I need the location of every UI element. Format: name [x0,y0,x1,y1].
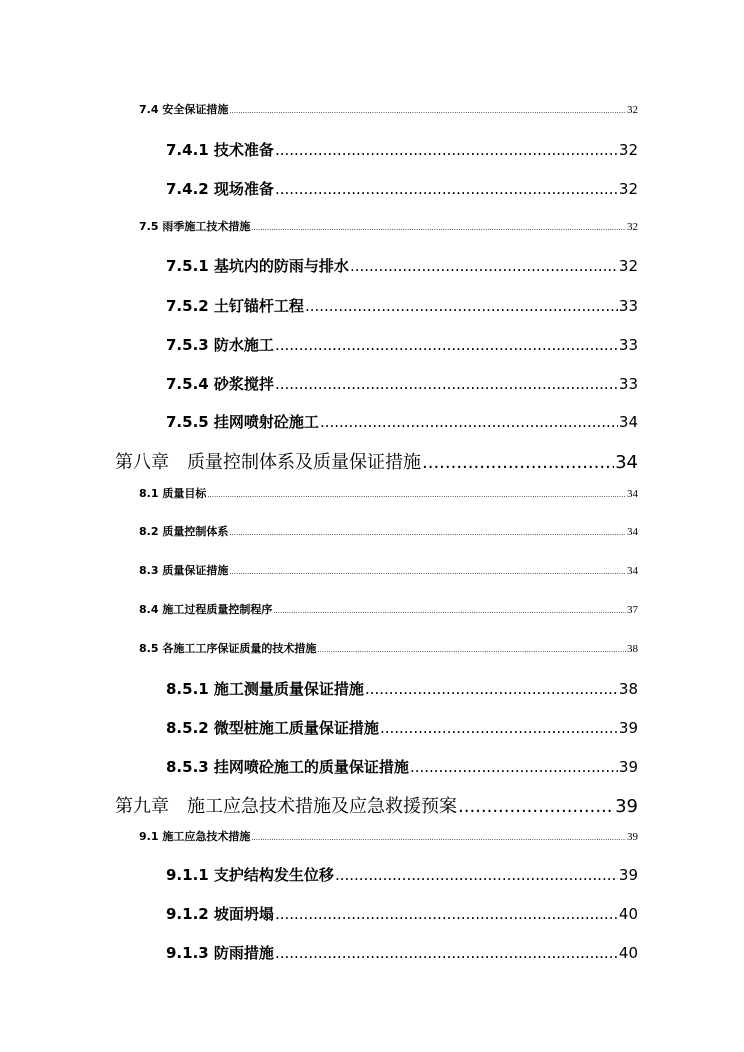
toc-entry[interactable] [166,255,638,276]
toc-page-number: 32 [618,141,638,159]
toc-chapter-number: 第九章 [115,796,169,817]
toc-entry-title: 7.5.5 挂网喷射砼施工 [166,413,319,431]
toc-dot-leader [273,607,626,615]
toc-entry-title: 7.5.1 基坑内的防雨与排水 [166,257,349,275]
toc-page-number: 39 [615,796,638,817]
toc-page-number: 34 [627,526,638,538]
toc-dot-leader [458,796,614,817]
toc-dot-leader [305,297,618,315]
toc-chapter-entry[interactable] [115,448,638,474]
toc-entry[interactable] [139,485,638,501]
toc-page-number: 33 [618,336,638,354]
toc-page-number: 38 [618,680,638,698]
toc-entry[interactable] [166,756,638,777]
toc-entry[interactable] [166,178,638,199]
toc-entry[interactable] [166,678,638,699]
toc-dot-leader [410,758,618,776]
toc-dot-leader [275,944,618,962]
toc-entry[interactable] [139,601,638,617]
toc-entry-title: 7.4.2 现场准备 [166,180,274,198]
toc-entry-title: 8.3 质量保证措施 [139,564,229,577]
toc-dot-leader [251,224,626,232]
toc-dot-leader [229,529,626,537]
toc-entry-title: 7.4.1 技术准备 [166,141,274,159]
toc-page-number: 39 [618,719,638,737]
toc-entry[interactable] [166,334,638,355]
toc-entry[interactable] [166,903,638,924]
toc-entry-title: 质量控制体系及质量保证措施 [187,452,421,473]
toc-entry[interactable] [166,864,638,885]
toc-page-number: 40 [618,944,638,962]
toc-page-number: 34 [627,565,638,577]
toc-page-number: 34 [618,413,638,431]
toc-page-number: 37 [627,604,638,616]
toc-dot-leader [350,257,618,275]
toc-page-number: 39 [627,831,638,843]
toc-dot-leader [229,107,626,115]
toc-dot-leader [365,680,618,698]
toc-entry-title: 7.5.4 砂浆搅拌 [166,375,274,393]
toc-page-number: 39 [618,866,638,884]
toc-page-number: 33 [618,375,638,393]
toc-dot-leader [380,719,618,737]
toc-dot-leader [251,834,626,842]
toc-dot-leader [275,180,618,198]
toc-dot-leader [207,491,626,499]
toc-dot-leader [275,905,618,923]
toc-dot-leader [275,375,618,393]
toc-page-number: 32 [618,180,638,198]
toc-entry-title: 8.1 质量目标 [139,487,207,500]
toc-entry[interactable] [139,101,638,117]
toc-entry[interactable] [166,942,638,963]
toc-entry-title: 8.4 施工过程质量控制程序 [139,603,273,616]
toc-entry[interactable] [139,218,638,234]
toc-entry-title: 9.1.1 支护结构发生位移 [166,866,334,884]
toc-page-number: 32 [618,257,638,275]
toc-dot-leader [275,141,618,159]
toc-dot-leader [229,568,626,576]
toc-entry-title: 7.5.2 土钉锚杆工程 [166,297,304,315]
toc-entry-title: 9.1.3 防雨措施 [166,944,274,962]
toc-chapter-entry[interactable] [115,792,638,818]
toc-entry-title: 8.5.1 施工测量质量保证措施 [166,680,364,698]
toc-entry-title: 7.5 雨季施工技术措施 [139,220,251,233]
toc-entry[interactable] [166,295,638,316]
toc-entry-title: 7.5.3 防水施工 [166,336,274,354]
toc-entry-title: 施工应急技术措施及应急救援预案 [187,796,457,817]
toc-entry-title: 8.2 质量控制体系 [139,525,229,538]
toc-entry[interactable] [166,139,638,160]
toc-entry-title: 8.5 各施工工序保证质量的技术措施 [139,642,317,655]
toc-page-number: 34 [615,452,638,473]
toc-dot-leader [317,646,626,654]
toc-entry[interactable] [139,640,638,656]
toc-entry-title: 9.1.2 坡面坍塌 [166,905,274,923]
toc-entry-title: 7.4 安全保证措施 [139,103,229,116]
toc-entry[interactable] [166,373,638,394]
toc-entry[interactable] [139,828,638,844]
toc-page-number: 39 [618,758,638,776]
toc-dot-leader [422,452,614,473]
toc-chapter-number: 第八章 [115,452,169,473]
toc-dot-leader [335,866,618,884]
toc-entry-title: 9.1 施工应急技术措施 [139,830,251,843]
toc-entry[interactable] [139,562,638,578]
toc-dot-leader [275,336,618,354]
toc-page-number: 33 [618,297,638,315]
toc-page-number: 38 [627,643,638,655]
toc-page-number: 32 [627,104,638,116]
toc-entry-title: 8.5.3 挂网喷砼施工的质量保证措施 [166,758,409,776]
toc-dot-leader [320,413,618,431]
toc-entry-title: 8.5.2 微型桩施工质量保证措施 [166,719,379,737]
toc-page-number: 34 [627,488,638,500]
toc-page-number: 40 [618,905,638,923]
toc-page-number: 32 [627,221,638,233]
toc-entry[interactable] [166,411,638,432]
toc-entry[interactable] [139,523,638,539]
toc-entry[interactable] [166,717,638,738]
